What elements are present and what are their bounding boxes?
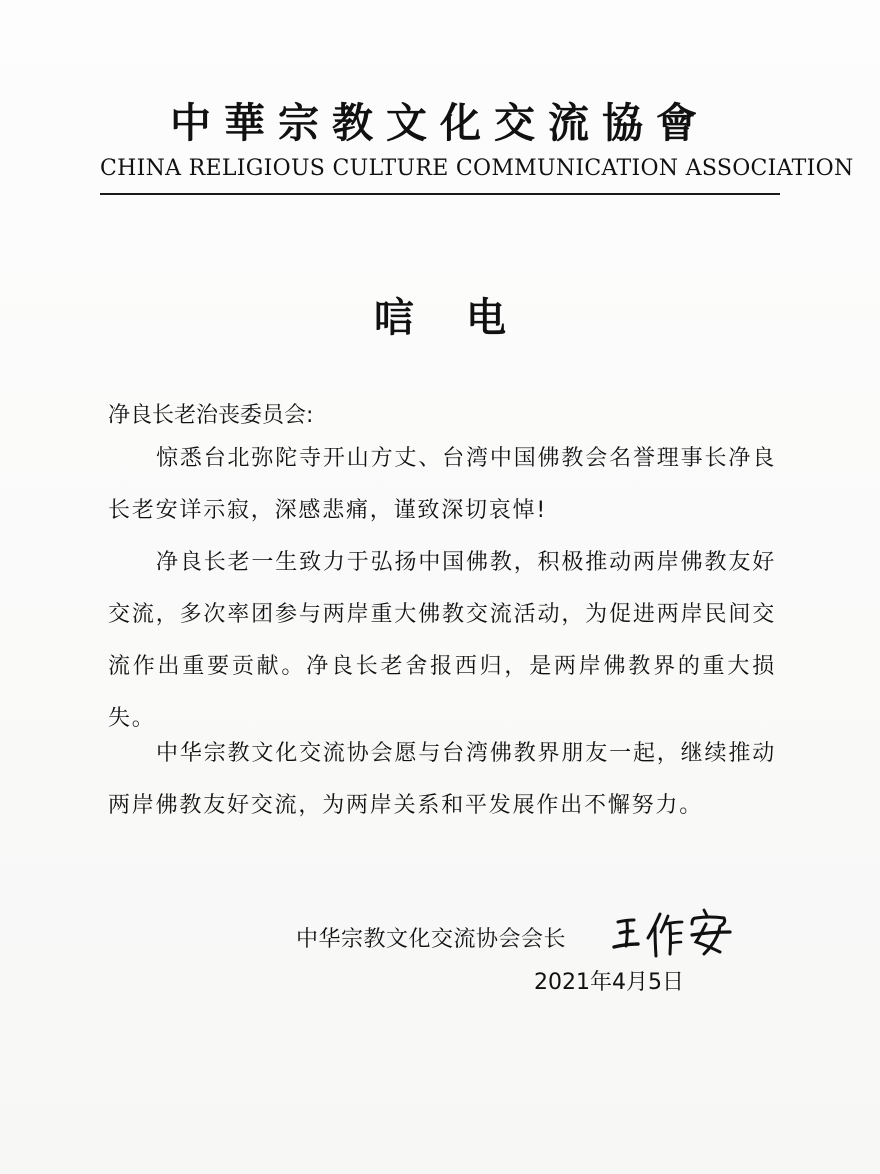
handwritten-signature bbox=[604, 902, 744, 962]
paragraph-1: 惊悉台北弥陀寺开山方丈、台湾中国佛教会名誉理事长净良长老安详示寂，深感悲痛，谨致深切哀悼! bbox=[108, 446, 776, 523]
letterhead-english-name: CHINA RELIGIOUS CULTURE COMMUNICATION ASSOCIATION bbox=[100, 156, 854, 181]
letter-date: 2021年4月5日 bbox=[534, 970, 684, 995]
signer-title: 中华宗教文化交流协会会长 bbox=[296, 927, 567, 952]
document-title: 唁电 bbox=[374, 294, 558, 341]
paragraph-3: 中华宗教文化交流协会愿与台湾佛教界朋友一起，继续推动两岸佛教友好交流，为两岸关系和平发展作出不懈努力。 bbox=[108, 741, 776, 818]
letterhead-divider bbox=[100, 193, 780, 195]
salutation: 净良长老治丧委员会: bbox=[108, 403, 314, 428]
letterhead-chinese-name: 中華宗教文化交流協會 bbox=[170, 99, 710, 147]
paragraph-2: 净良长老一生致力于弘扬中国佛教，积极推动两岸佛教友好交流，多次率团参与两岸重大佛教交流活动，为促进两岸民间交流作出重要贡献。净良长老舍报西归，是两岸佛教界的重大损失。 bbox=[108, 550, 776, 731]
